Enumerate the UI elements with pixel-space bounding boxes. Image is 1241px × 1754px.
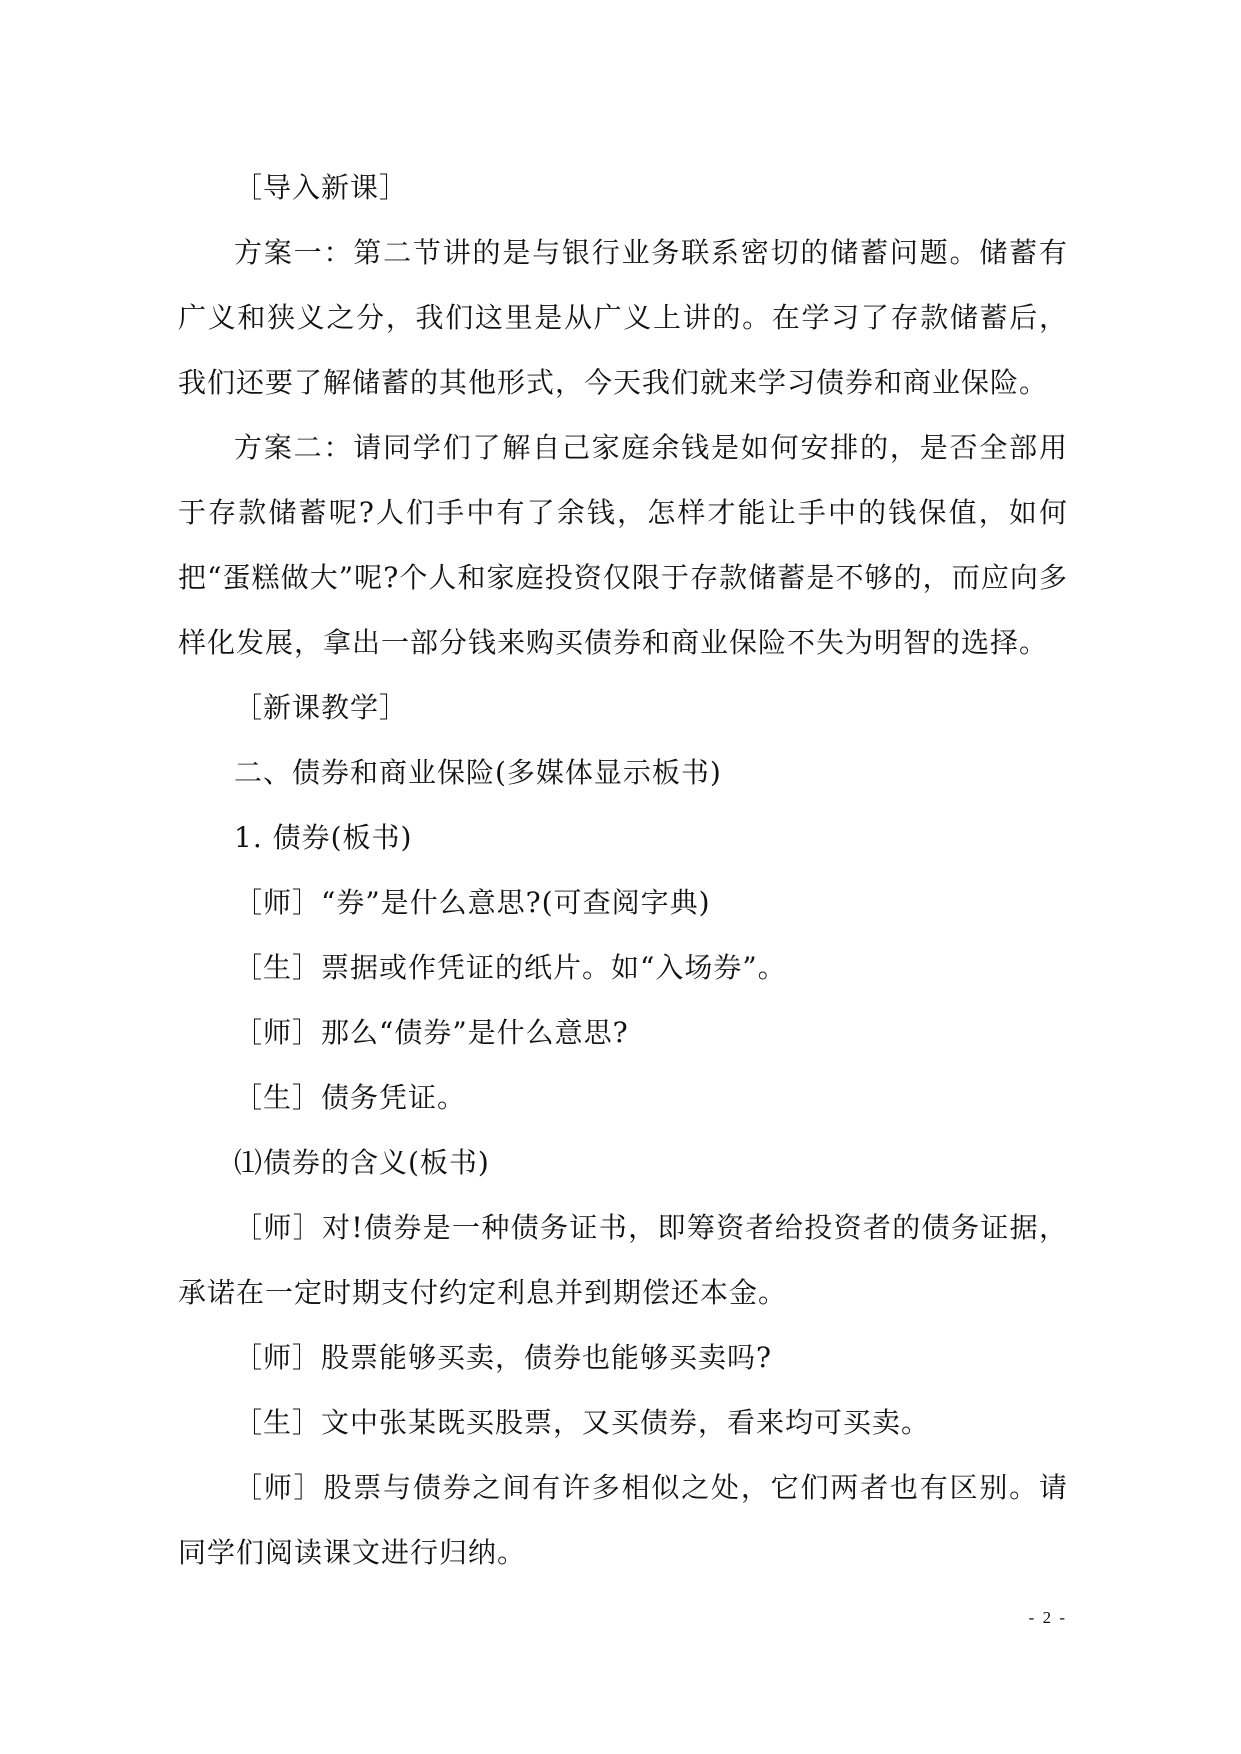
dialogue-line: ［师］股票能够买卖，债券也能够买卖吗? <box>234 1341 773 1374</box>
dialogue-line: ［师］对!债券是一种债务证书，即筹资者给投资者的债务证据，承诺在一定时期支付约定利息并到期偿还本金。 <box>178 1211 1068 1309</box>
dialogue-line: ［生］债务凭证。 <box>234 1081 467 1114</box>
section-heading-new-lesson: ［新课教学］ <box>234 691 409 724</box>
subtopic-heading: 1. 债券(板书) <box>234 821 413 854</box>
plan-one-paragraph: 方案一：第二节讲的是与银行业务联系密切的储蓄问题。储蓄有广义和狭义之分，我们这里是从广义上讲的。在学习了存款储蓄后，我们还要了解储蓄的其他形式，今天我们就来学习债券和商业保险。 <box>178 236 1068 399</box>
dialogue-line: ［师］股票与债券之间有许多相似之处，它们两者也有区别。请同学们阅读课文进行归纳。 <box>178 1471 1068 1569</box>
page-number: - 2 - <box>1028 1608 1067 1627</box>
plan-two-paragraph: 方案二：请同学们了解自己家庭余钱是如何安排的，是否全部用于存款储蓄呢?人们手中有了余钱，怎样才能让手中的钱保值，如何把“蛋糕做大”呢?个人和家庭投资仅限于存款储蓄是不够的，而应向多样化发展，拿出一部分钱来购买债券和商业保险不失为明智的选择。 <box>178 431 1068 659</box>
document-body <box>178 155 1068 1585</box>
dialogue-line: ［生］票据或作凭证的纸片。如“入场券”。 <box>234 951 787 984</box>
section-heading-intro: ［导入新课］ <box>234 171 409 204</box>
dialogue-line: ［师］“券”是什么意思?(可查阅字典) <box>234 886 711 919</box>
dialogue-line: ［师］那么“债券”是什么意思? <box>234 1016 629 1049</box>
point-heading: ⑴债券的含义(板书) <box>234 1146 490 1179</box>
topic-heading: 二、债券和商业保险(多媒体显示板书) <box>234 756 722 789</box>
dialogue-line: ［生］文中张某既买股票，又买债券，看来均可买卖。 <box>234 1406 931 1439</box>
